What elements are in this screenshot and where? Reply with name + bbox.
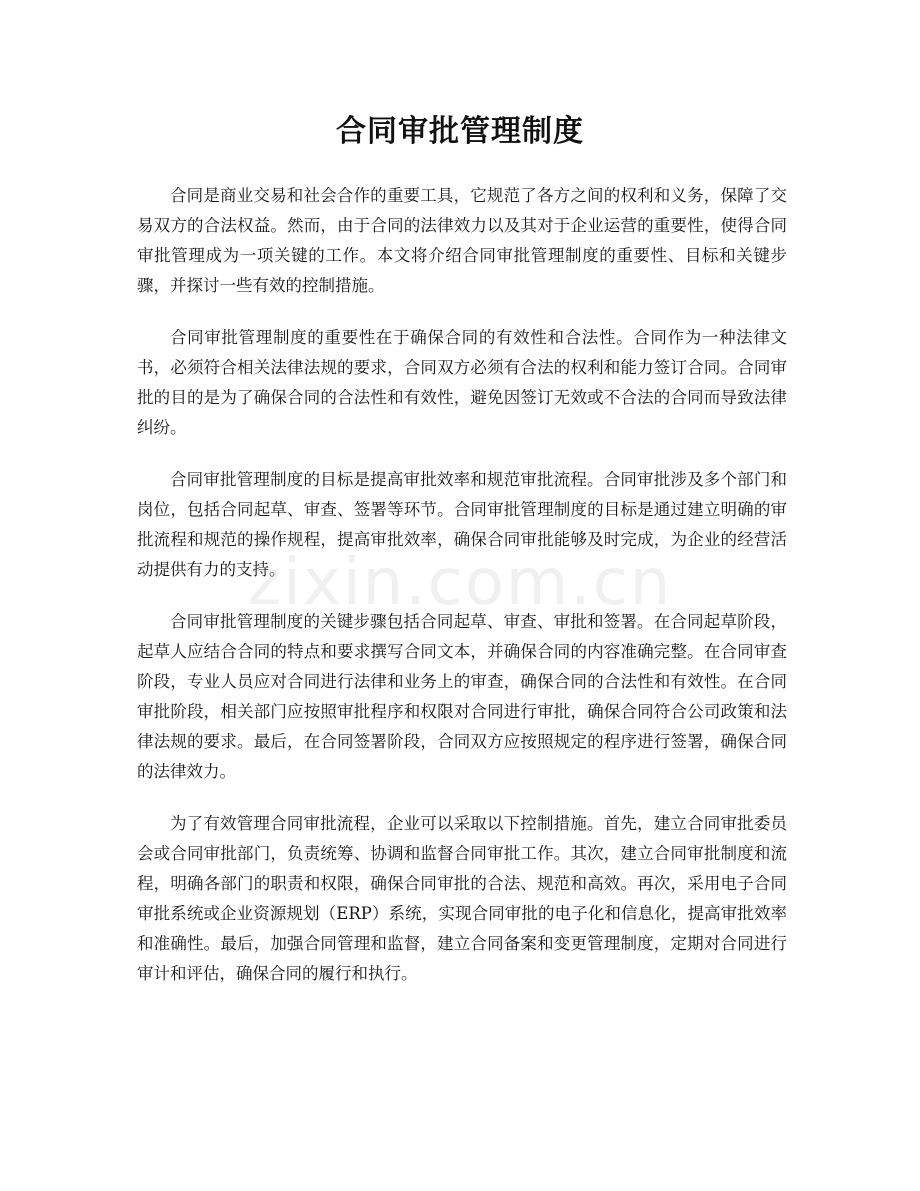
paragraph-control-measures: 为了有效管理合同审批流程，企业可以采取以下控制措施。首先，建立合同审批委员会或合同审批部门，负责统筹、协调和监督合同审批工作。其次，建立合同审批制度和流程，明确各部门的职责和权限，确保合同审批的合法、规范和高效。再次，采用电子合同审批系统或企业资源规划（ERP）系统，实现合同审批的电子化和信息化，提高审批效率和准确性。最后，加强合同管理和监督，建立合同备案和变更管理制度，定期对合同进行审计和评估，确保合同的履行和执行。 — [137, 814, 787, 983]
paragraph-intro: 合同是商业交易和社会合作的重要工具，它规范了各方之间的权利和义务，保障了交易双方的合法权益。然而，由于合同的法律效力以及其对于企业运营的重要性，使得合同审批管理成为一项关键的工作。本文将介绍合同审批管理制度的重要性、目标和关键步骤，并探讨一些有效的控制措施。 — [137, 186, 787, 295]
watermark-text: zixin.com.cn — [247, 546, 673, 620]
paragraph-goals: 合同审批管理制度的目标是提高审批效率和规范审批流程。合同审批涉及多个部门和岗位，包括合同起草、审查、签署等环节。合同审批管理制度的目标是通过建立明确的审批流程和规范的操作规程，提高审批效率，确保合同审批能够及时完成，为企业的经营活动提供有力的支持。 — [137, 470, 787, 579]
document-body — [137, 181, 787, 1011]
document-title: 合同审批管理制度 — [336, 114, 584, 149]
paragraph-key-steps: 合同审批管理制度的关键步骤包括合同起草、审查、审批和签署。在合同起草阶段，起草人应结合合同的特点和要求撰写合同文本，并确保合同的内容准确完整。在合同审查阶段，专业人员应对合同进行法律和业务上的审查，确保合同的合法性和有效性。在合同审批阶段，相关部门应按照审批程序和权限对合同进行审批，确保合同符合公司政策和法律法规的要求。最后，在合同签署阶段，合同双方应按照规定的程序进行签署，确保合同的法律效力。 — [137, 612, 787, 781]
paragraph-importance: 合同审批管理制度的重要性在于确保合同的有效性和合法性。合同作为一种法律文书，必须符合相关法律法规的要求，合同双方必须有合法的权利和能力签订合同。合同审批的目的是为了确保合同的合法性和有效性，避免因签订无效或不合法的合同而导致法律纠纷。 — [137, 328, 787, 437]
